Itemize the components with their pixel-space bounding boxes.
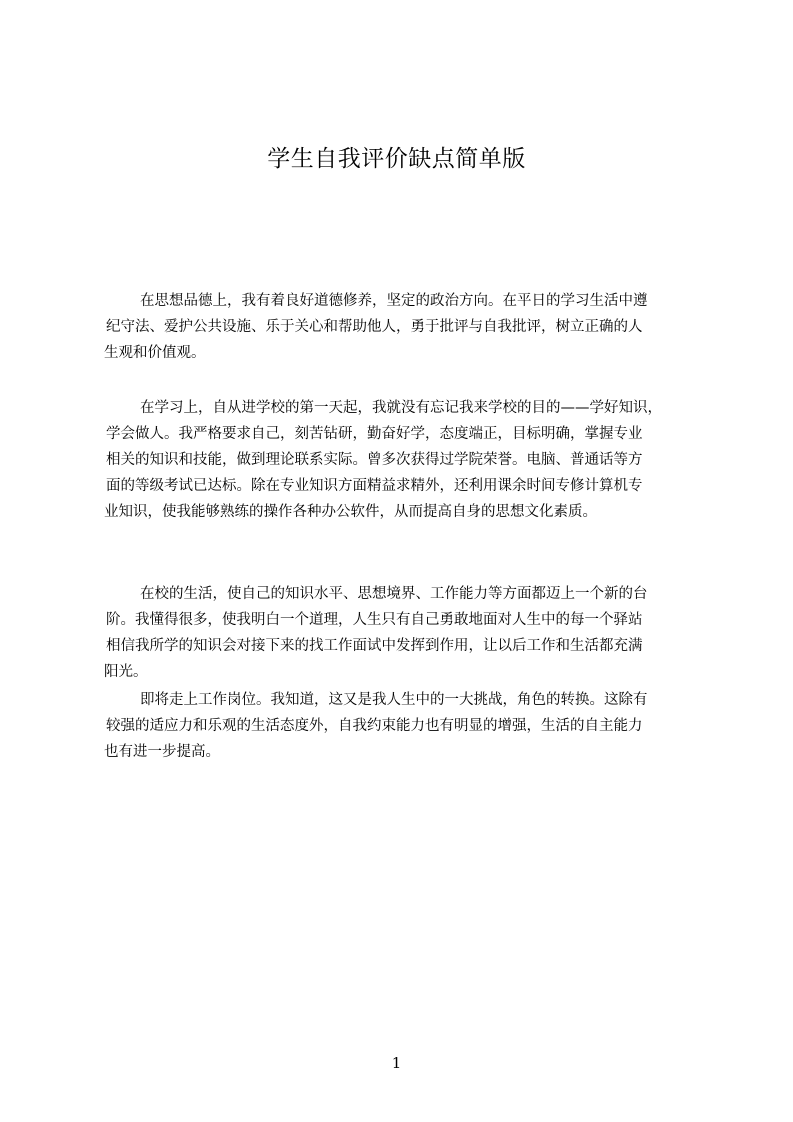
paragraph-line: 在学习上，自从进学校的第一天起，我就没有忘记我来学校的目的——学好知识， xyxy=(140,400,662,416)
paragraph-career xyxy=(104,687,700,765)
paragraph-line: 相信我所学的知识会对接下来的找工作面试中发挥到作用，让以后工作和生活都充满 xyxy=(106,638,643,654)
paragraph-line: 也有进一步提高。 xyxy=(104,744,220,760)
paragraph-line: 学会做人。我严格要求自己，刻苦钻研，勤奋好学，态度端正，目标明确，掌握专业 xyxy=(106,426,643,442)
paragraph-moral-character xyxy=(104,288,700,366)
document-title: 学生自我评价缺点简单版 xyxy=(267,146,526,172)
paragraph-line: 即将走上工作岗位。我知道，这又是我人生中的一大挑战，角色的转换。这除有 xyxy=(140,692,648,708)
paragraph-line: 生观和价值观。 xyxy=(104,345,206,361)
paragraph-study xyxy=(104,395,700,525)
paragraph-line: 阳光。 xyxy=(104,664,148,680)
paragraph-line: 较强的适应力和乐观的生活态度外，自我约束能力也有明显的增强，生活的自主能力 xyxy=(106,718,643,734)
paragraph-line: 面的等级考试已达标。除在专业知识方面精益求精外，还利用课余时间专修计算机专 xyxy=(106,478,643,494)
page-number: 1 xyxy=(391,1054,402,1072)
paragraph-line: 纪守法、爱护公共设施、乐于关心和帮助他人，勇于批评与自我批评，树立正确的人 xyxy=(106,319,643,335)
paragraph-line: 阶。我懂得很多，使我明白一个道理，人生只有自己勇敢地面对人生中的每一个驿站 xyxy=(106,612,643,628)
paragraph-line: 相关的知识和技能，做到理论联系实际。曾多次获得过学院荣誉。电脑、普通话等方 xyxy=(106,452,643,468)
paragraph-campus-life xyxy=(104,581,700,685)
paragraph-line: 业知识，使我能够熟练的操作各种办公软件，从而提高自身的思想文化素质。 xyxy=(104,504,597,520)
paragraph-line: 在校的生活，使自己的知识水平、思想境界、工作能力等方面都迈上一个新的台 xyxy=(140,586,648,602)
paragraph-line: 在思想品德上，我有着良好道德修养，坚定的政治方向。在平日的学习生活中遵 xyxy=(140,293,648,309)
